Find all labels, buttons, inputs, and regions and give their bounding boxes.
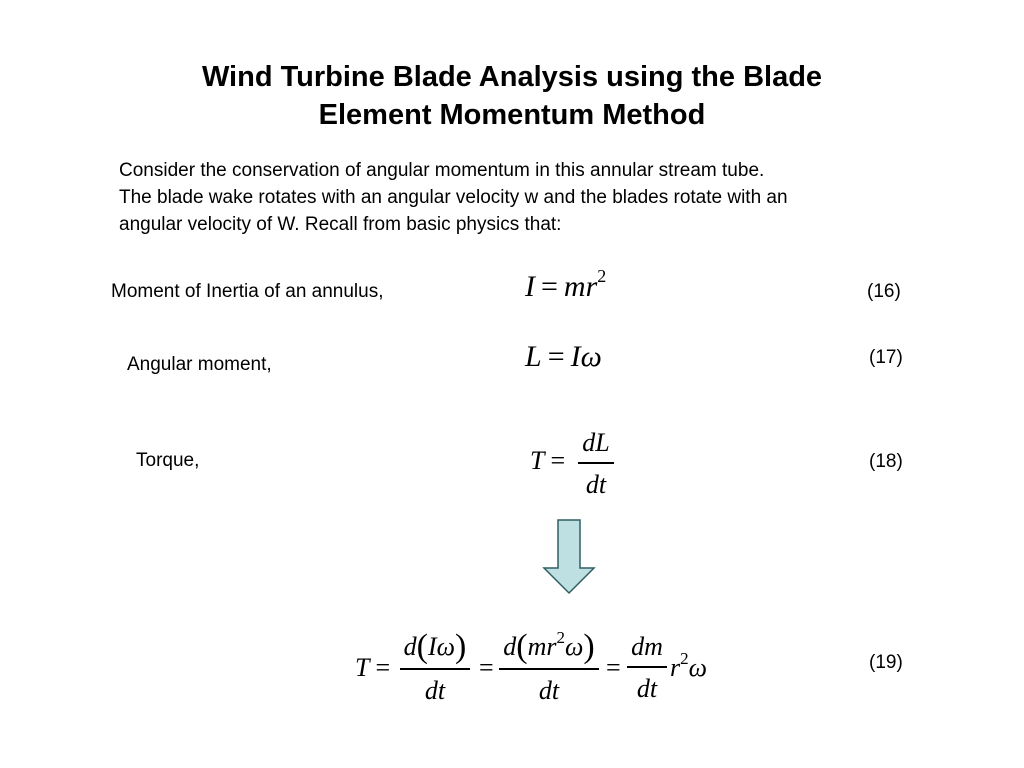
f2-mr: mr	[527, 632, 557, 661]
combined-lhs: T	[355, 653, 370, 682]
equation-number-16: (16)	[867, 281, 901, 302]
combined-fraction-1	[400, 628, 470, 704]
torque-denominator: dt	[585, 469, 607, 499]
intro-paragraph	[119, 157, 939, 238]
f2-close-paren: )	[583, 628, 595, 665]
combined-fraction-2-denominator: dt	[538, 675, 560, 705]
combined-fraction-2-numerator	[499, 628, 599, 668]
arrow-shape	[544, 520, 594, 593]
inertia-lhs: I	[525, 270, 535, 303]
combined-eq-sign-2	[473, 655, 500, 681]
eq-sign: =	[479, 653, 494, 682]
slide-title	[0, 58, 1024, 134]
combined-fraction-3-denominator: dt	[636, 673, 658, 703]
torque-eq-sign: =	[550, 446, 566, 475]
equation-number-17: (17)	[869, 347, 903, 368]
intro-line-2: The blade wake rotates with an angular velocity w and the blades rotate with an	[119, 187, 788, 208]
f2-d: d	[503, 632, 517, 661]
inertia-equation	[525, 266, 607, 303]
intro-line-1: Consider the conservation of angular momentum in this annular stream tube.	[119, 160, 765, 181]
tail-exponent: 2	[680, 649, 689, 668]
moment-label: Angular moment,	[127, 354, 272, 375]
torque-numerator: dL	[582, 428, 610, 457]
combined-fraction-3-numerator: dm	[631, 632, 663, 661]
combined-fraction-1-denominator: dt	[424, 675, 446, 705]
f2-open-paren: (	[516, 628, 528, 665]
f1-body: Iω	[427, 632, 455, 661]
torque-fraction	[578, 430, 614, 498]
f2-omega: ω	[565, 632, 584, 661]
torque-label: Torque,	[136, 450, 200, 471]
tail-r: r	[670, 653, 681, 682]
equation-number-18: (18)	[869, 451, 903, 472]
torque-lhs: T	[530, 446, 545, 475]
inertia-eq-sign: =	[541, 270, 558, 303]
eq-sign: =	[606, 653, 621, 682]
combined-fraction-2	[499, 628, 599, 704]
moment-lhs: L	[525, 340, 542, 373]
combined-fraction-3	[627, 634, 667, 702]
title-line-1: Wind Turbine Blade Analysis using the Blade	[201, 61, 823, 93]
inertia-rhs: mr	[563, 270, 598, 303]
f1-d: d	[403, 632, 417, 661]
tail-omega: ω	[688, 653, 707, 682]
combined-eq-sign-1: =	[375, 653, 391, 682]
f1-close-paren: )	[455, 628, 467, 665]
combined-fraction-1-numerator	[400, 628, 470, 668]
title-line-2: Element Momentum Method	[318, 99, 706, 131]
intro-line-3: angular velocity of W. Recall from basic physics that:	[119, 214, 562, 235]
combined-lhs-group	[355, 655, 396, 681]
equation-number-19: (19)	[869, 652, 903, 673]
f1-open-paren: (	[416, 628, 428, 665]
combined-tail	[670, 649, 707, 682]
combined-eq-sign-3	[600, 655, 627, 681]
f2-exponent: 2	[556, 628, 566, 647]
inertia-label: Moment of Inertia of an annulus,	[111, 281, 384, 302]
moment-eq-sign: =	[547, 340, 565, 373]
moment-equation	[525, 342, 602, 372]
down-arrow-icon	[540, 518, 600, 596]
inertia-exponent: 2	[597, 266, 607, 286]
moment-rhs: Iω	[570, 340, 602, 373]
torque-lhs-group	[530, 448, 571, 474]
